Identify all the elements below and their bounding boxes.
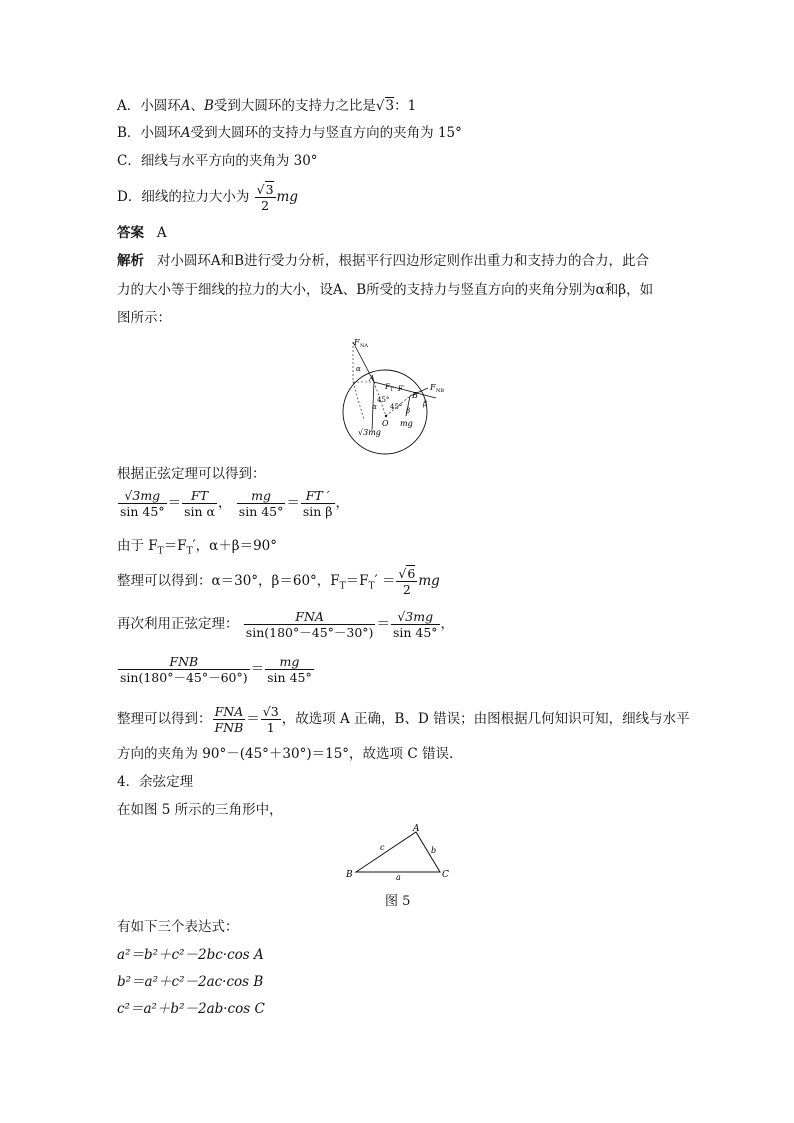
label-mg-a: √3mg [358,428,381,437]
side-a: a [396,873,401,882]
label-angle-1: 45° [377,396,390,404]
formula-3: c²＝a²＋b²－2ab·cos C [117,1001,265,1017]
option-c: C．细线与水平方向的夹角为 30° [117,153,318,169]
label-ft: F [385,383,390,391]
analysis-line-1: 解析 对小圆环A和B进行受力分析，根据平行四边形定则作出重力和支持力的合力，此合 [117,253,650,269]
option-a: A．小圆环A、B受到大圆环的支持力之比是√3：1 [117,98,417,114]
sine-law-equations: $\frac{√3mg}{\sin 45^\circ}$ ＝ $\frac{FT}{\text{sin α}}$ ， $\frac{mg}{\sin 45^\circ}$ ＝ $\frac{FT '}{\text{sin β}}$ ， [120,488,350,519]
final-line-2: 方向的夹角为 90°－(45°＋30°)＝15°，故选项 C 错误. [117,746,454,762]
result-line: 整理可以得到：α＝30°，β＝60°，$F_T=F_T'$ ＝ $\frac{√6}{2}$ mg [117,566,440,597]
again-line: 再次利用正弦定理： $\frac{\text{FNA}}{\sin(180^\circ-45^\circ-30^\circ)}$ ＝ $\frac{√3mg}{\sin 45^\circ}$ ， [117,609,455,640]
label-ftp: F′ [398,385,405,393]
vertex-c: C [442,870,449,880]
expr-intro: 有如下三个表达式： [117,919,239,935]
cosine-intro: 在如图 5 所示的三角形中， [117,802,283,818]
label-beta-1: β [406,407,411,415]
cosine-heading: 4．余弦定理 [117,774,194,790]
vertex-a: A [413,824,420,834]
triangle [356,832,440,872]
label-b: B [412,391,418,400]
label-a: A [369,374,375,383]
analysis-line-2: 力的大小等于细线的拉力的大小，设A、B所受的支持力与竖直方向的夹角分别为α和β，如 [117,282,654,298]
label-angle-2: 45° [390,403,403,411]
label-fnb: F [430,383,436,392]
label-alpha-1: α [356,365,361,373]
label-alpha-2: α [372,403,377,411]
option-d: D．细线的拉力大小为 $\frac{√3}{2}$ mg [117,182,298,213]
analysis-line-3: 图所示： [117,310,171,326]
label-mg-b: mg [400,419,413,428]
vertex-b: B [346,870,353,880]
final-line: 整理可以得到： $\frac{\text{FNA}}{\text{FNB}}$ ＝ $\frac{√3}{1}$ ，故选项 A 正确，B、D 错误；由图根据几何知识可知，细线与水平 [117,704,690,735]
triangle-figure [340,822,460,884]
because-line: 由于 $F_T=F_T'$，α＋β＝90° [117,538,277,557]
answer-line: 答案 A [117,225,167,241]
side-c: c [380,843,385,852]
label-ft-sub: T [390,387,394,393]
label-o: O [382,419,389,428]
option-b: B．小圆环A受到大圆环的支持力与竖直方向的夹角为 15° [117,125,462,141]
sine-law-intro: 根据正弦定理可以得到： [117,466,266,482]
force-diagram [340,334,452,456]
formula-2: b²＝a²＋c²－2ac·cos B [117,974,264,990]
fnb-equation: $\frac{\text{FNB}}{\sin(180^\circ-45^\circ-60^\circ)}$ ＝ $\frac{mg}{\sin 45^\circ}$ [120,654,312,685]
label-fna: F [354,338,360,347]
formula-1: a²＝b²＋c²－2bc·cos A [117,947,264,963]
side-b: b [431,846,437,855]
label-fnb-sub: NB [436,388,445,394]
label-fna-sub: NA [360,343,368,349]
figure-5-caption: 图 5 [385,894,411,909]
label-beta-2: β [423,400,428,408]
